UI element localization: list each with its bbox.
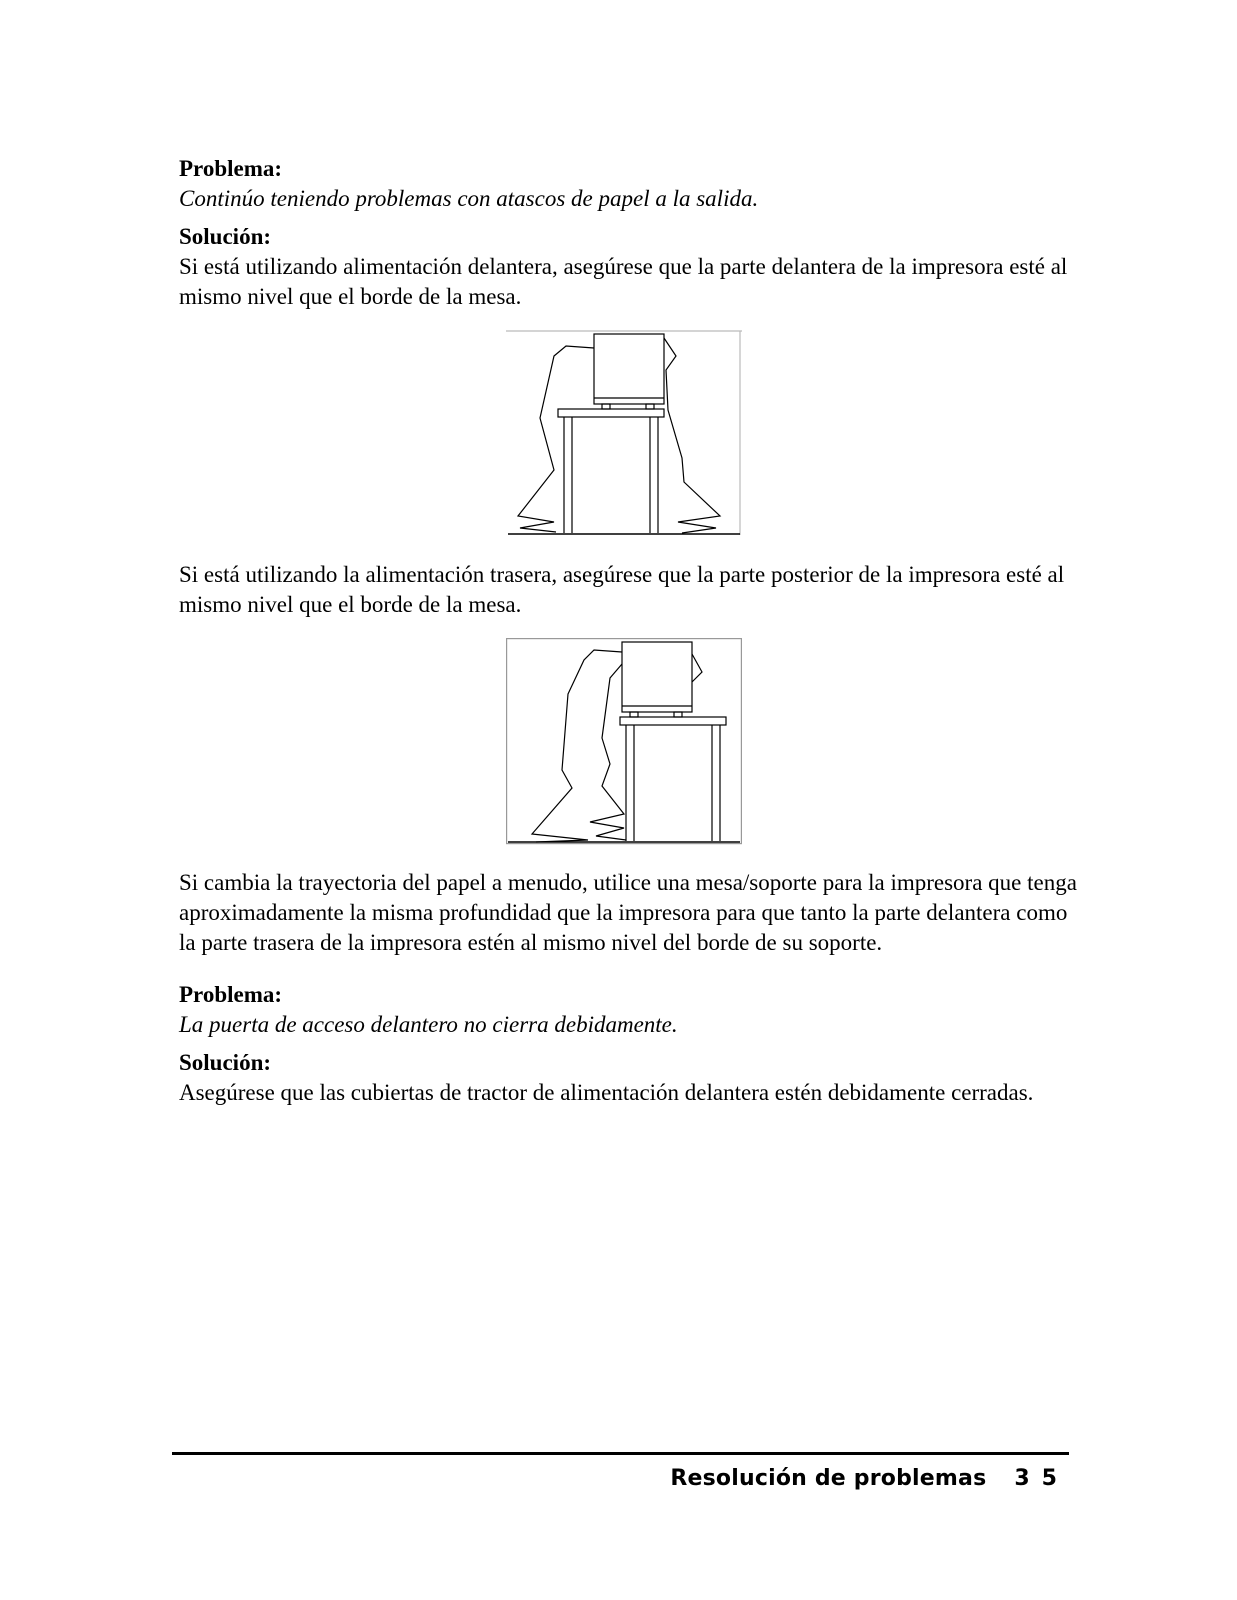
front-feed-illustration (506, 330, 742, 538)
problem-description: Continúo teniendo problemas con atascos de papel a la salida. (179, 186, 759, 211)
solution-paragraph-rear-feed: Si está utilizando la alimentación trasera, asegúrese que la parte posterior de la impresora esté al mismo nivel que el borde de la mesa. (179, 562, 1065, 617)
page-content (179, 154, 1079, 1108)
problem-heading: Problema: (179, 156, 283, 181)
page-footer (670, 1466, 1069, 1491)
solution-paragraph-front-feed: Si está utilizando alimentación delantera, asegúrese que la parte delantera de la impresora esté al mismo nivel que el borde de la mesa. (179, 254, 1068, 309)
solution-heading: Solución: (179, 224, 272, 249)
page-number: 35 (1014, 1466, 1069, 1491)
problem-description-2: La puerta de acceso delantero no cierra debidamente. (179, 1012, 678, 1037)
footer-divider (172, 1452, 1069, 1455)
solution-heading-2: Solución: (179, 1050, 272, 1075)
problem-heading-2: Problema: (179, 982, 283, 1007)
footer-section-title: Resolución de problemas (670, 1466, 987, 1491)
solution-paragraph-2: Asegúrese que las cubiertas de tractor de alimentación delantera estén debidamente cerradas. (179, 1080, 1034, 1105)
rear-feed-illustration (506, 638, 742, 846)
solution-paragraph-changing-path: Si cambia la trayectoria del papel a menudo, utilice una mesa/soporte para la impresora que tenga aproximadamente la misma profundidad que la impresora para que tanto la parte delantera como la parte trasera de la impresora estén al mismo nivel del borde de su soporte. (179, 870, 1077, 955)
